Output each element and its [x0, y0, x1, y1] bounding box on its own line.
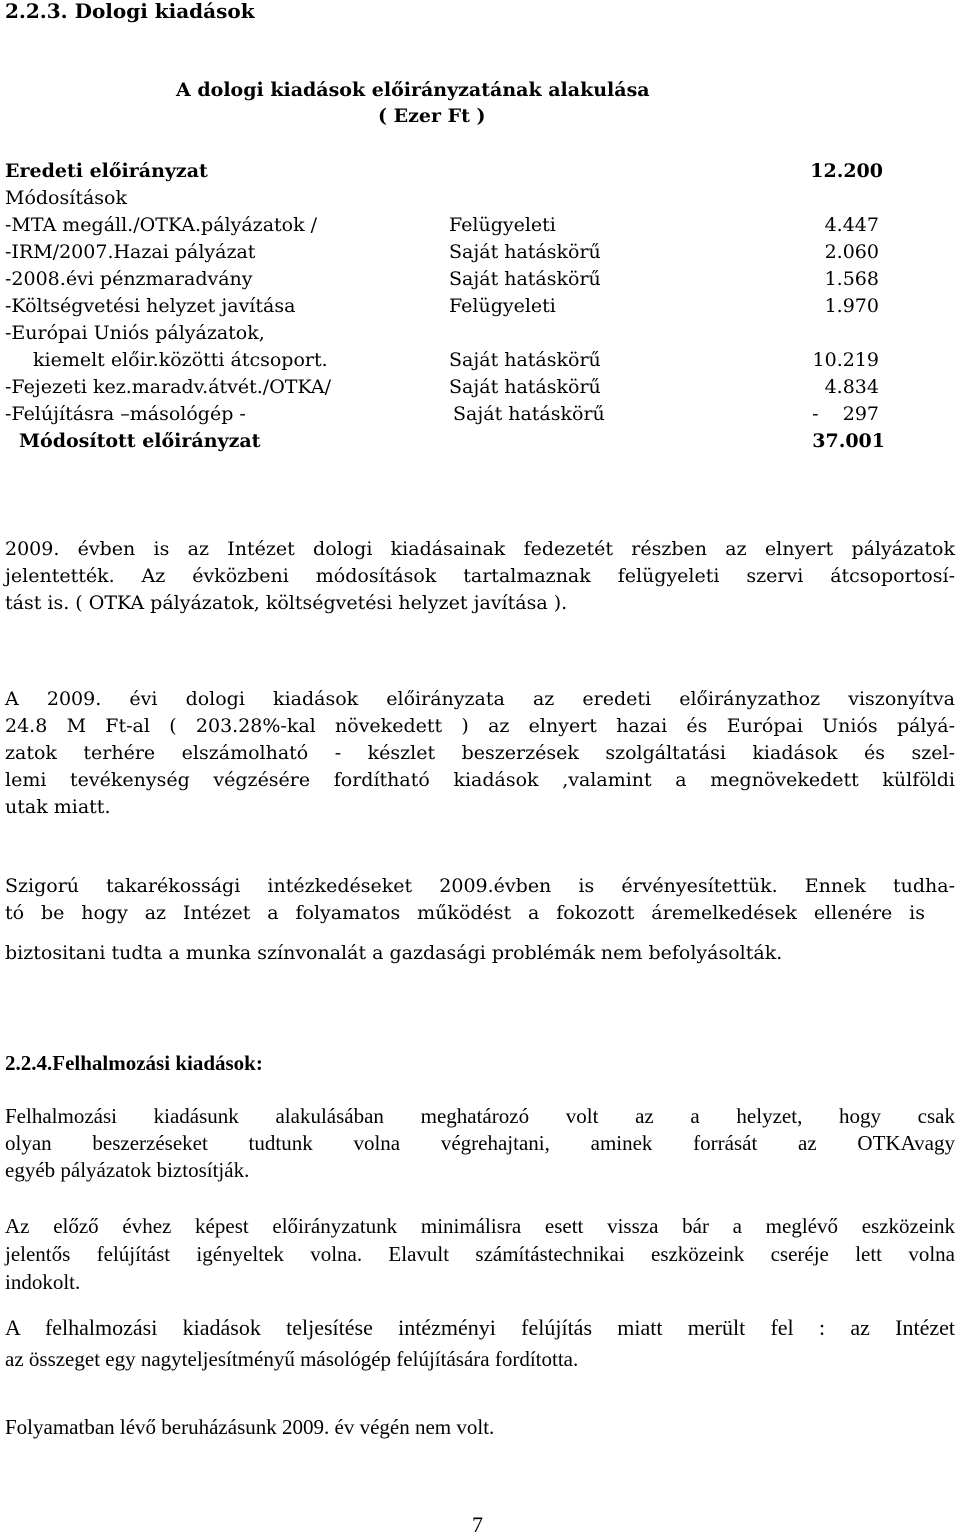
table-row-type: Saját hatáskörű	[449, 376, 601, 398]
table-row-label: kiemelt előir.közötti átcsoport.	[33, 349, 328, 371]
paragraph-investment: Folyamatban lévő beruházásunk 2009. év végén nem volt.	[5, 1415, 495, 1439]
table-row-label: -Fejezeti kez.maradv.átvét./OTKA/	[5, 376, 332, 398]
table-row-value: 10.219	[812, 349, 879, 371]
table-title: A dologi kiadások előirányzatának alakulása	[176, 79, 650, 101]
table-row-value: - 297	[812, 403, 879, 425]
table-row-label: -2008.évi pénzmaradvány	[5, 268, 253, 290]
section2-title: 2.2.4.Felhalmozási kiadások:	[5, 1051, 263, 1075]
table-row-label: -MTA megáll./OTKA.pályázatok /	[5, 214, 318, 236]
text-line: 2009. évben is az Intézet dologi kiadásainak fedezetét részben az elnyert pályázatok	[5, 538, 955, 560]
table-row-label: -Költségvetési helyzet javítása	[5, 295, 296, 317]
modifications-label: Módosítások	[5, 187, 127, 209]
table-unit: ( Ezer Ft )	[378, 105, 486, 127]
text-line: Szigorú takarékossági intézkedéseket 2009.évben is érvényesítettük. Ennek tudha-	[5, 875, 955, 897]
text-line: biztositani tudta a munka színvonalát a gazdasági problémák nem befolyásolták.	[5, 942, 783, 964]
page-number: 7	[472, 1512, 483, 1537]
text-line: jelentős felújítást igényeltek volna. Elavult számítástechnikai eszközeink cseréje lett volna	[5, 1242, 955, 1266]
text-line: A 2009. évi dologi kiadások előirányzata az eredeti előirányzathoz viszonyítva	[5, 688, 955, 710]
table-row-value: 1.970	[824, 295, 879, 317]
text-line: jelentették. Az évközbeni módosítások tartalmaznak felügyeleti szervi átcsoportosí-	[5, 565, 955, 587]
table-row-value: 4.447	[824, 214, 879, 236]
table-row-type: Felügyeleti	[449, 214, 556, 236]
table-row-type: Saját hatáskörű	[453, 403, 605, 425]
table-row-label: -Felújításra –másológép -	[5, 403, 246, 425]
text-line: utak miatt.	[5, 796, 111, 818]
table-row-label: -IRM/2007.Hazai pályázat	[5, 241, 256, 263]
original-value: 12.200	[810, 160, 883, 182]
modified-value: 37.001	[812, 430, 885, 452]
text-line: zatok terhére elszámolható - készlet beszerzések szolgáltatási kiadások és szel-	[5, 742, 955, 764]
text-line: tó be hogy az Intézet a folyamatos működést a fokozott áremelkedések ellenére is	[5, 902, 925, 924]
table-row-value: 2.060	[824, 241, 879, 263]
text-line: Felhalmozási kiadásunk alakulásában meghatározó volt az a helyzet, hogy csak	[5, 1104, 955, 1128]
text-line: lemi tevékenység végzésére fordítható kiadások ,valamint a megnövekedett külföldi	[5, 769, 955, 791]
original-label: Eredeti előirányzat	[5, 160, 208, 182]
section-title: 2.2.3. Dologi kiadások	[5, 0, 255, 23]
text-line: olyan beszerzéseket tudtunk volna végrehajtani, aminek forrását az OTKAvagy	[5, 1131, 955, 1155]
modified-label: Módosított előirányzat	[19, 430, 261, 452]
table-row-type: Saját hatáskörű	[449, 268, 601, 290]
table-row-label: -Európai Uniós pályázatok,	[5, 322, 265, 344]
text-line: az összeget egy nagyteljesítményű másológép felújítására fordította.	[5, 1347, 579, 1371]
text-line: 24.8 M Ft-al ( 203.28%-kal növekedett ) az elnyert hazai és Európai Uniós pályá-	[5, 715, 955, 737]
text-line: egyéb pályázatok biztosítják.	[5, 1158, 250, 1182]
text-line: tást is. ( OTKA pályázatok, költségvetési helyzet javítása ).	[5, 592, 568, 614]
table-row-value: 4.834	[824, 376, 879, 398]
table-row-type: Saját hatáskörű	[449, 349, 601, 371]
text-line: indokolt.	[5, 1270, 81, 1294]
table-row-type: Saját hatáskörű	[449, 241, 601, 263]
text-line: Az előző évhez képest előirányzatunk minimálisra esett vissza bár a meglévő eszközeink	[5, 1214, 955, 1238]
table-row-value: 1.568	[824, 268, 879, 290]
text-line: A felhalmozási kiadások teljesítése intézményi felújítás miatt merült fel : az Intézet	[5, 1315, 955, 1340]
table-row-type: Felügyeleti	[449, 295, 556, 317]
